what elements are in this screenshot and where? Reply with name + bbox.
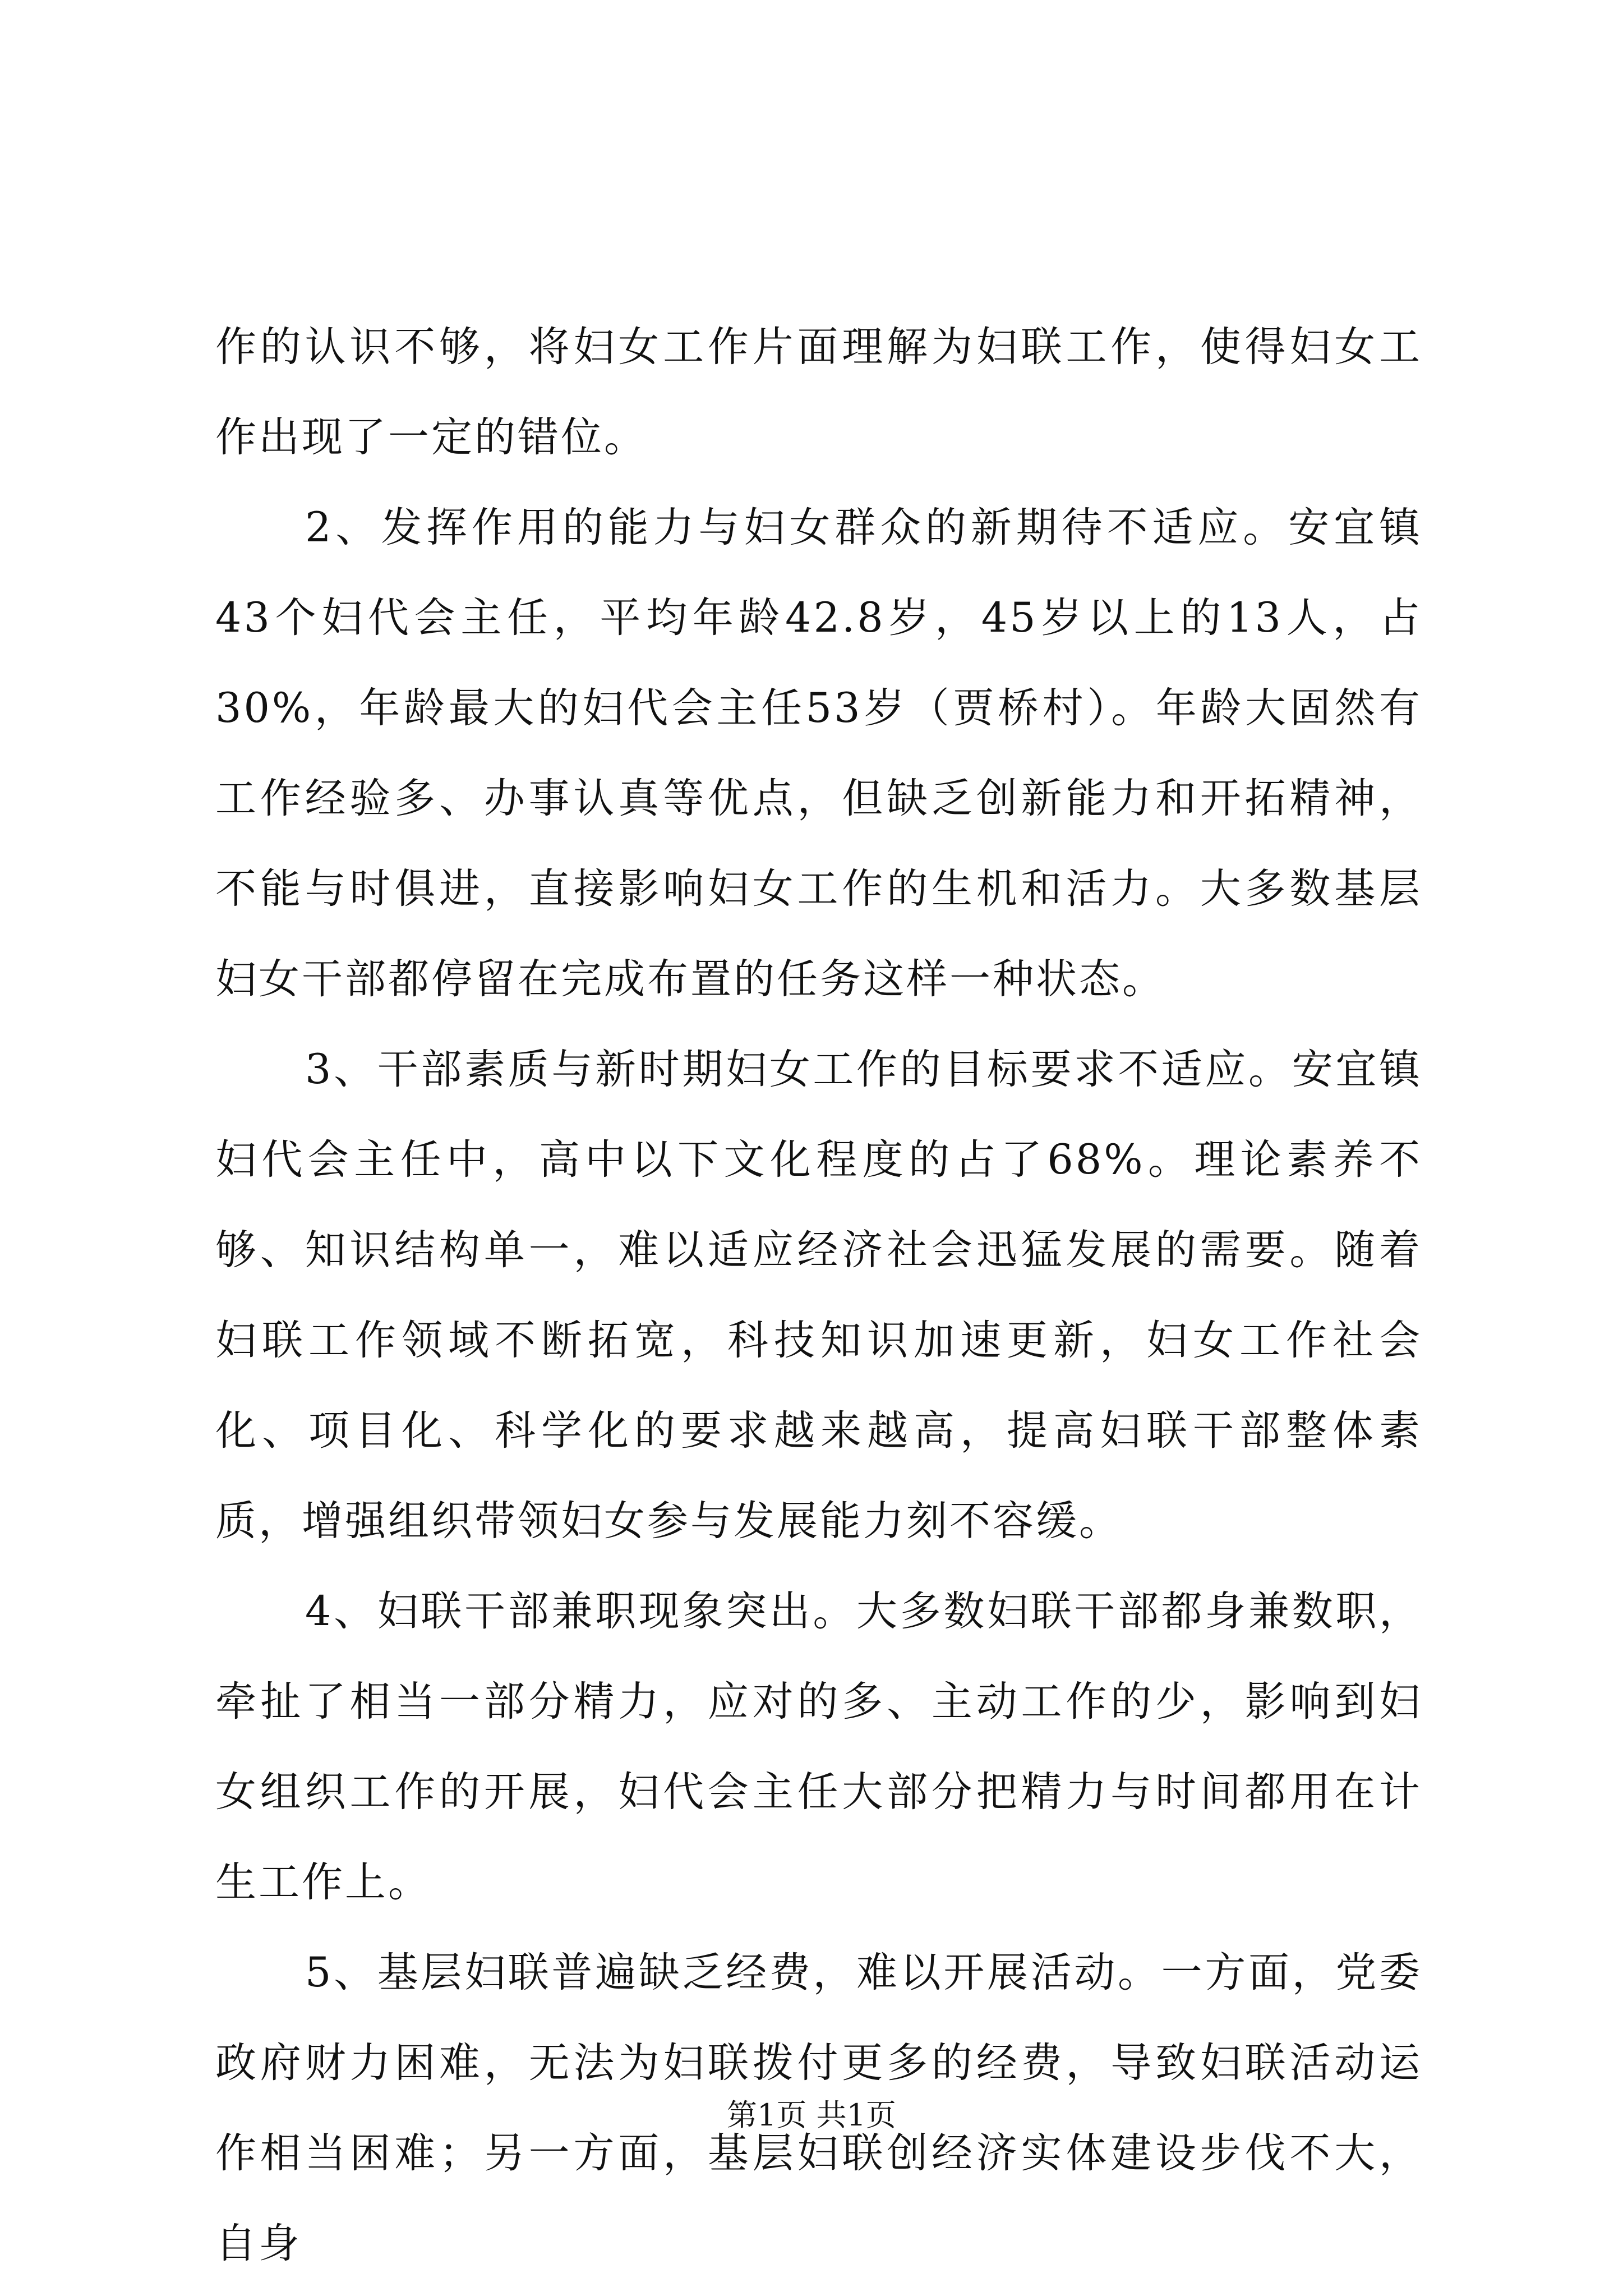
page-footer: 第1页 共1页 (727, 2097, 896, 2133)
paragraph-continuation: 作的认识不够，将妇女工作片面理解为妇联工作，使得妇女工作出现了一定的错位。 (215, 323, 1422, 461)
paragraph-item-5: 5、基层妇联普遍缺乏经费，难以开展活动。一方面，党委政府财力困难，无法为妇联拨付更多的经费，导致妇联活动运作相当困难；另一方面，基层妇联创经济实体建设步伐不大，自身 (215, 1949, 1422, 2267)
paragraph-item-3: 3、干部素质与新时期妇女工作的目标要求不适应。安宜镇妇代会主任中，高中以下文化程度的占了68%。理论素养不够、知识结构单一，难以适应经济社会迅猛发展的需要。随着妇联工作领域不断拓宽，科技知识加速更新，妇女工作社会化、项目化、科学化的要求越来越高，提高妇联干部整体素质，增强组织带领妇女参与发展能力刻不容缓。 (215, 1046, 1422, 1545)
document-body (215, 302, 1422, 2289)
paragraph-item-2: 2、发挥作用的能力与妇女群众的新期待不适应。安宜镇43个妇代会主任，平均年龄42.8岁，45岁以上的13人，占30%，年龄最大的妇代会主任53岁（贾桥村）。年龄大固然有工作经验多、办事认真等优点，但缺乏创新能力和开拓精神，不能与时俱进，直接影响妇女工作的生机和活力。大多数基层妇女干部都停留在完成布置的任务这样一种状态。 (215, 504, 1422, 1003)
paragraph-item-4: 4、妇联干部兼职现象突出。大多数妇联干部都身兼数职，牵扯了相当一部分精力，应对的多、主动工作的少，影响到妇女组织工作的开展，妇代会主任大部分把精力与时间都用在计生工作上。 (215, 1588, 1422, 1906)
